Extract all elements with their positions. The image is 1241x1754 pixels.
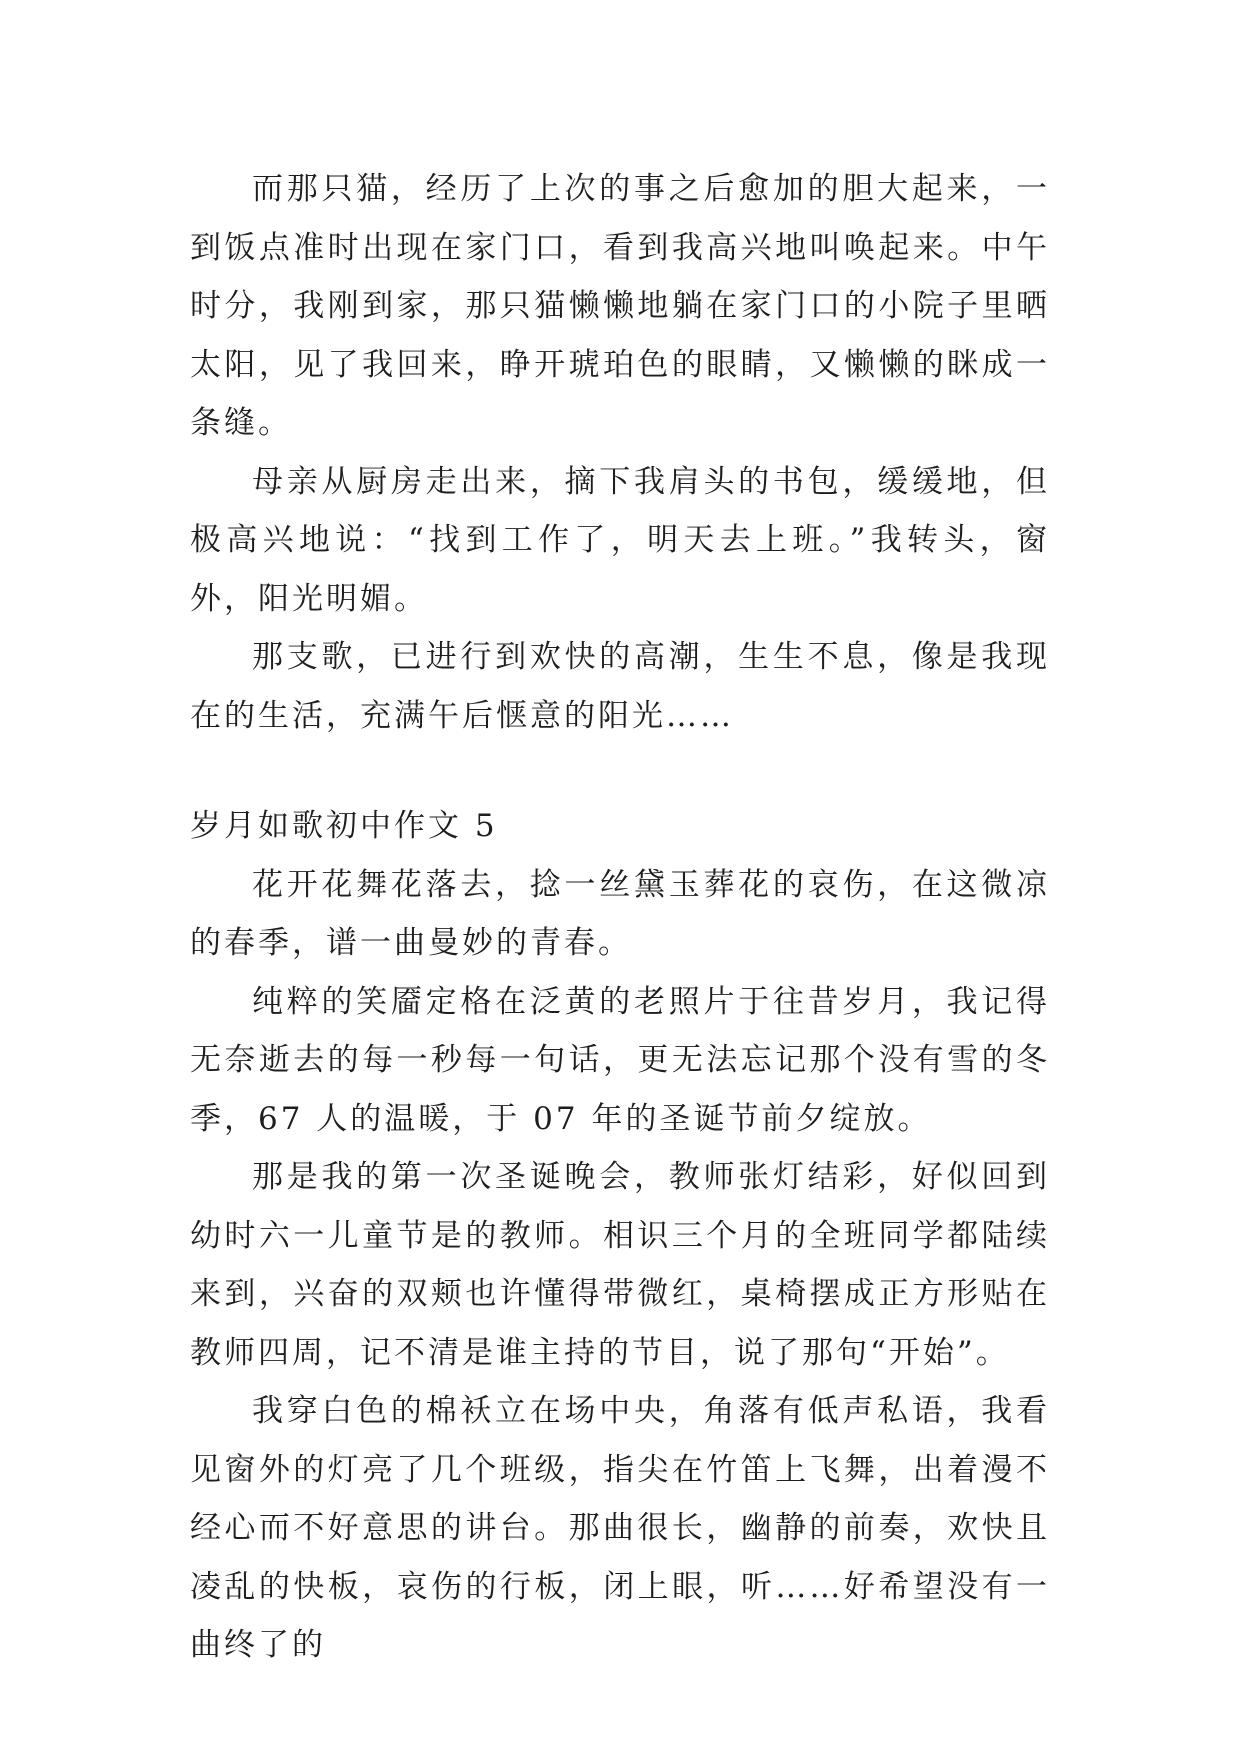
paragraph: 而那只猫，经历了上次的事之后愈加的胆大起来，一到饭点准时出现在家门口，看到我高兴地叫唤起来。中午时分，我刚到家，那只猫懒懒地躺在家门口的小院子里晒太阳，见了我回来，睁开琥珀色的眼睛，又懒懒的眯成一条缝。 (190, 171, 1050, 441)
paragraph: 母亲从厨房走出来，摘下我肩头的书包，缓缓地，但极高兴地说：“找到工作了，明天去上班。”我转头，窗外，阳光明媚。 (190, 463, 1050, 617)
section-title: 岁月如歌初中作文 5 (190, 808, 498, 844)
paragraph: 花开花舞花落去，捻一丝黛玉葬花的哀伤，在这微凉的春季，谱一曲曼妙的青春。 (190, 866, 1050, 961)
paragraph: 纯粹的笑靥定格在泛黄的老照片于往昔岁月，我记得无奈逝去的每一秒每一句话，更无法忘记那个没有雪的冬季，67 人的温暖，于 07 年的圣诞节前夕绽放。 (190, 983, 1050, 1137)
paragraph: 那是我的第一次圣诞晚会，教师张灯结彩，好似回到幼时六一儿童节是的教师。相识三个月的全班同学都陆续来到，兴奋的双颊也许懂得带微红，桌椅摆成正方形贴在教师四周，记不清是谁主持的节目，说了那句“开始”。 (190, 1159, 1050, 1371)
document-body (190, 160, 1050, 1675)
paragraph: 我穿白色的棉袄立在场中央，角落有低声私语，我看见窗外的灯亮了几个班级，指尖在竹笛上飞舞，出着漫不经心而不好意思的讲台。那曲很长，幽静的前奏，欢快且凌乱的快板，哀伤的行板，闭上眼，听……好希望没有一曲终了的 (190, 1393, 1050, 1663)
paragraph: 那支歌，已进行到欢快的高潮，生生不息，像是我现在的生活，充满午后惬意的阳光…… (190, 639, 1050, 734)
